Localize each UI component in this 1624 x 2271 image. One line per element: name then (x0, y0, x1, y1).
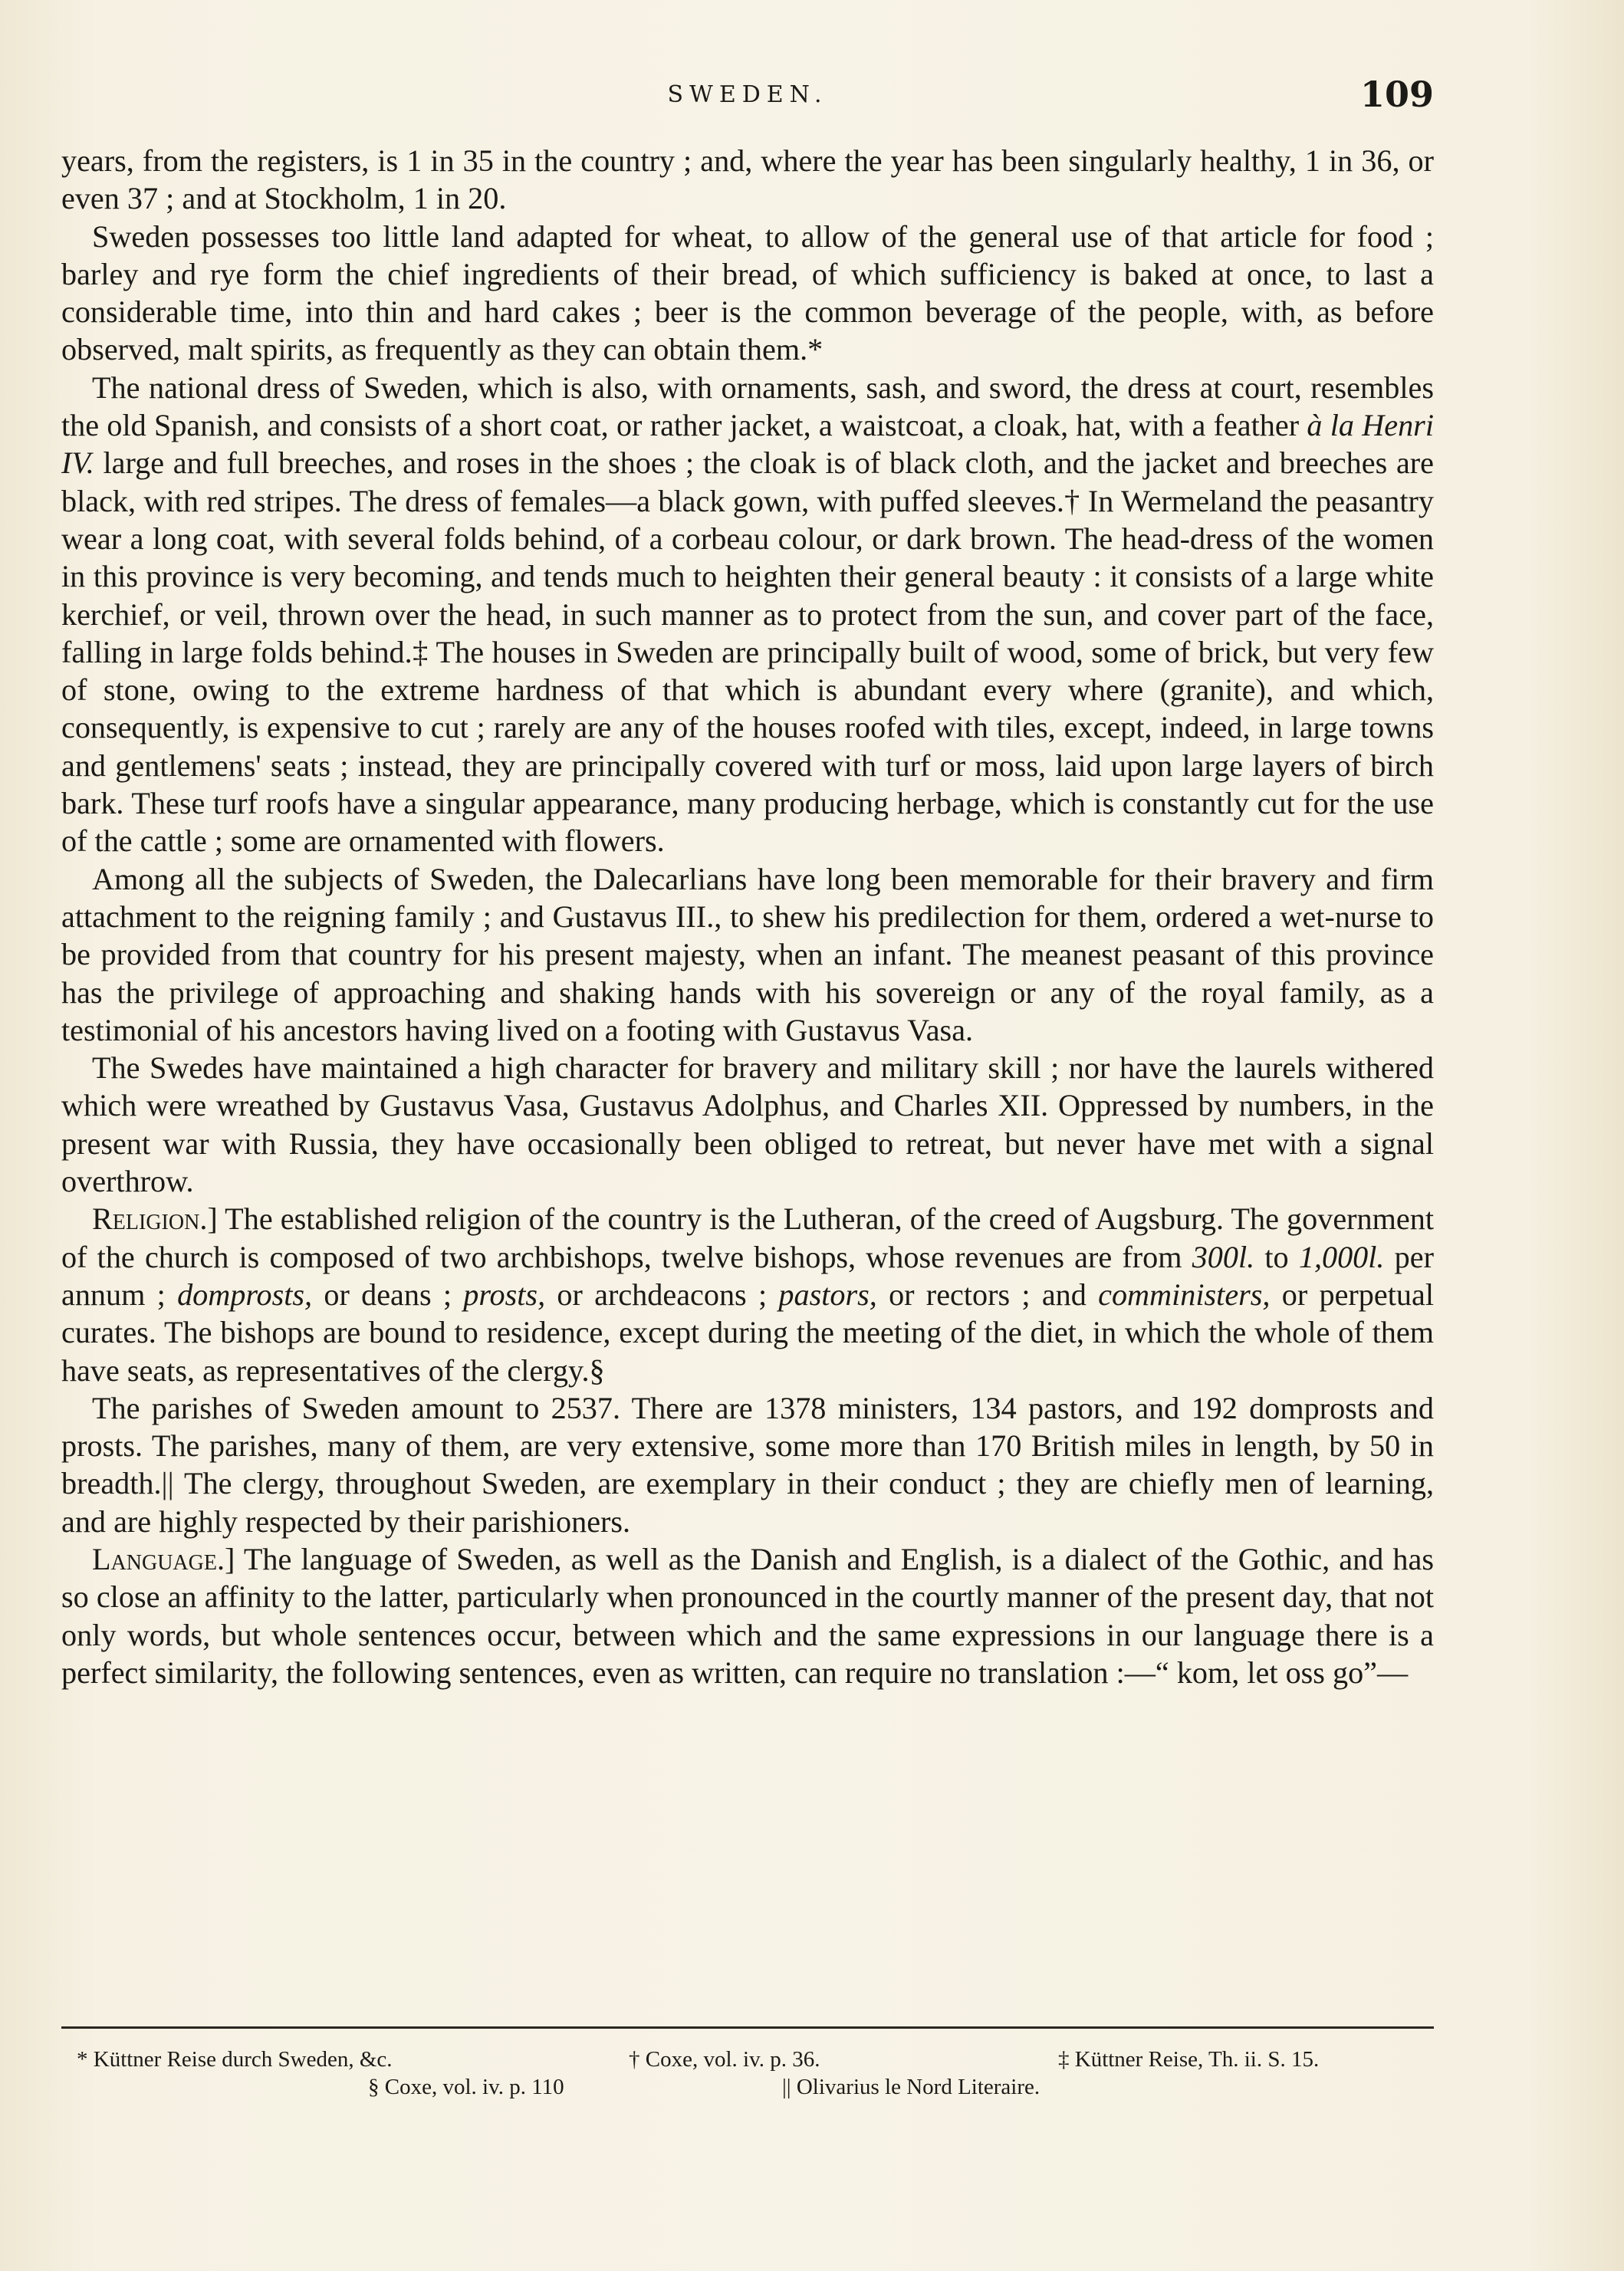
paragraph-food: Sweden possesses too little land adapted for wheat, to allow of the general use of that article for food ; barley and rye form the chief ingredients of their bread, of which sufficiency is baked at once, to last a considerable time, into thin and hard cakes ; beer is the common beverage of the people, with, as before observed, malt spirits, as frequently as they can obtain them.* (61, 219, 1434, 367)
section-head-religion: Religion.] (92, 1201, 218, 1237)
footnote-row (77, 2073, 1419, 2101)
footnotes (77, 2046, 1419, 2101)
footnote-parallel: || Olivarius le Nord Literaire. (782, 2075, 1040, 2099)
footnote-row (77, 2046, 1419, 2073)
page-header (61, 74, 1434, 120)
paragraph-military: The Swedes have maintained a high character for bravery and military skill ; nor have the laurels withered which were wreathed by Gustavus Vasa, Gustavus Adolphus, and Charles XII. Oppressed by numbers, in the present war with Russia, they have occasionally been obliged to retreat, but never have met with a signal overthrow. (61, 1050, 1434, 1199)
body-text (61, 142, 1434, 1691)
footnote-dagger: † Coxe, vol. iv. p. 36. (629, 2047, 820, 2072)
footnote-divider (61, 2026, 1434, 2029)
paragraph-language: Language.] The language of Sweden, as well as the Danish and English, is a dialect of the Gothic, and has so close an affinity to the latter, particularly when pronounced in the courtly manner of the present day, that not only words, but whole sentences occur, between which and the same expressions in our language there is a perfect similarity, the following sentences, even as written, can require no translation :—“ kom, let oss go”— (61, 1541, 1434, 1690)
paragraph-national-dress: The national dress of Sweden, which is also, with ornaments, sash, and sword, the dress at court, resembles the old Spanish, and consists of a short coat, or rather jacket, a waistcoat, a cloak, hat, with a feather à la Henri IV. large and full breeches, and roses in the shoes ; the cloak is of black cloth, and the jacket and breeches are black, with red stripes. The dress of females—a black gown, with puffed sleeves.† In Wermeland the peasantry wear a long coat, with several folds behind, of a corbeau colour, or dark brown. The head-dress of the women in this province is very becoming, and tends much to heighten their general beauty : it consists of a large white kerchief, or veil, thrown over the head, in such manner as to protect from the sun, and cover part of the face, falling in large folds behind.‡ The houses in Sweden are principally built of wood, some of brick, but very few of stone, owing to the extreme hardness of that which is abundant every where (granite), and which, consequently, is expensive to cut ; rarely are any of the houses roofed with tiles, except, indeed, in large towns and gentlemens' seats ; instead, they are principally covered with turf or moss, laid upon large layers of birch bark. These turf roofs have a singular appearance, many producing herbage, which is constantly cut for the use of the cattle ; some are ornamented with flowers. (61, 370, 1434, 859)
paragraph-religion: Religion.] The established religion of the country is the Lutheran, of the creed of Augsburg. The government of the church is composed of two archbishops, twelve bishops, whose revenues are from 300l. to 1,000l. per annum ; domprosts, or deans ; prosts, or archdeacons ; pastors, or rectors ; and comministers, or perpetual curates. The bishops are bound to residence, except during the meeting of the diet, in which the whole of them have seats, as representatives of the clergy.§ (61, 1201, 1434, 1388)
paragraph-parishes: The parishes of Sweden amount to 2537. There are 1378 ministers, 134 pastors, and 192 domprosts and prosts. The parishes, many of them, are very extensive, some more than 170 British miles in length, by 50 in breadth.|| The clergy, throughout Sweden, are exemplary in their conduct ; they are chiefly men of learning, and are highly respected by their parishioners. (61, 1390, 1434, 1539)
paragraph-dalecarlians: Among all the subjects of Sweden, the Dalecarlians have long been memorable for their bravery and firm attachment to the reigning family ; and Gustavus III., to shew his predilection for them, ordered a wet-nurse to be provided from that country for his present majesty, when an infant. The meanest peasant of this province has the privilege of approaching and shaking hands with his sovereign or any of the royal family, as a testimonial of his ancestors having lived on a footing with Gustavus Vasa. (61, 861, 1434, 1047)
running-title: SWEDEN. (667, 81, 828, 108)
section-head-language: Language.] (92, 1541, 235, 1576)
footnote-star: * Küttner Reise durch Sweden, &c. (77, 2047, 393, 2072)
paragraph-mortality: years, from the registers, is 1 in 35 in the country ; and, where the year has been singularly healthy, 1 in 36, or even 37 ; and at Stockholm, 1 in 20. (61, 143, 1434, 216)
footnote-section: § Coxe, vol. iv. p. 110 (368, 2075, 564, 2099)
page-number: 109 (1359, 74, 1434, 115)
italic-phrase: à la Henri IV. (61, 408, 1434, 481)
footnote-double-dagger: ‡ Küttner Reise, Th. ii. S. 15. (1058, 2047, 1320, 2072)
